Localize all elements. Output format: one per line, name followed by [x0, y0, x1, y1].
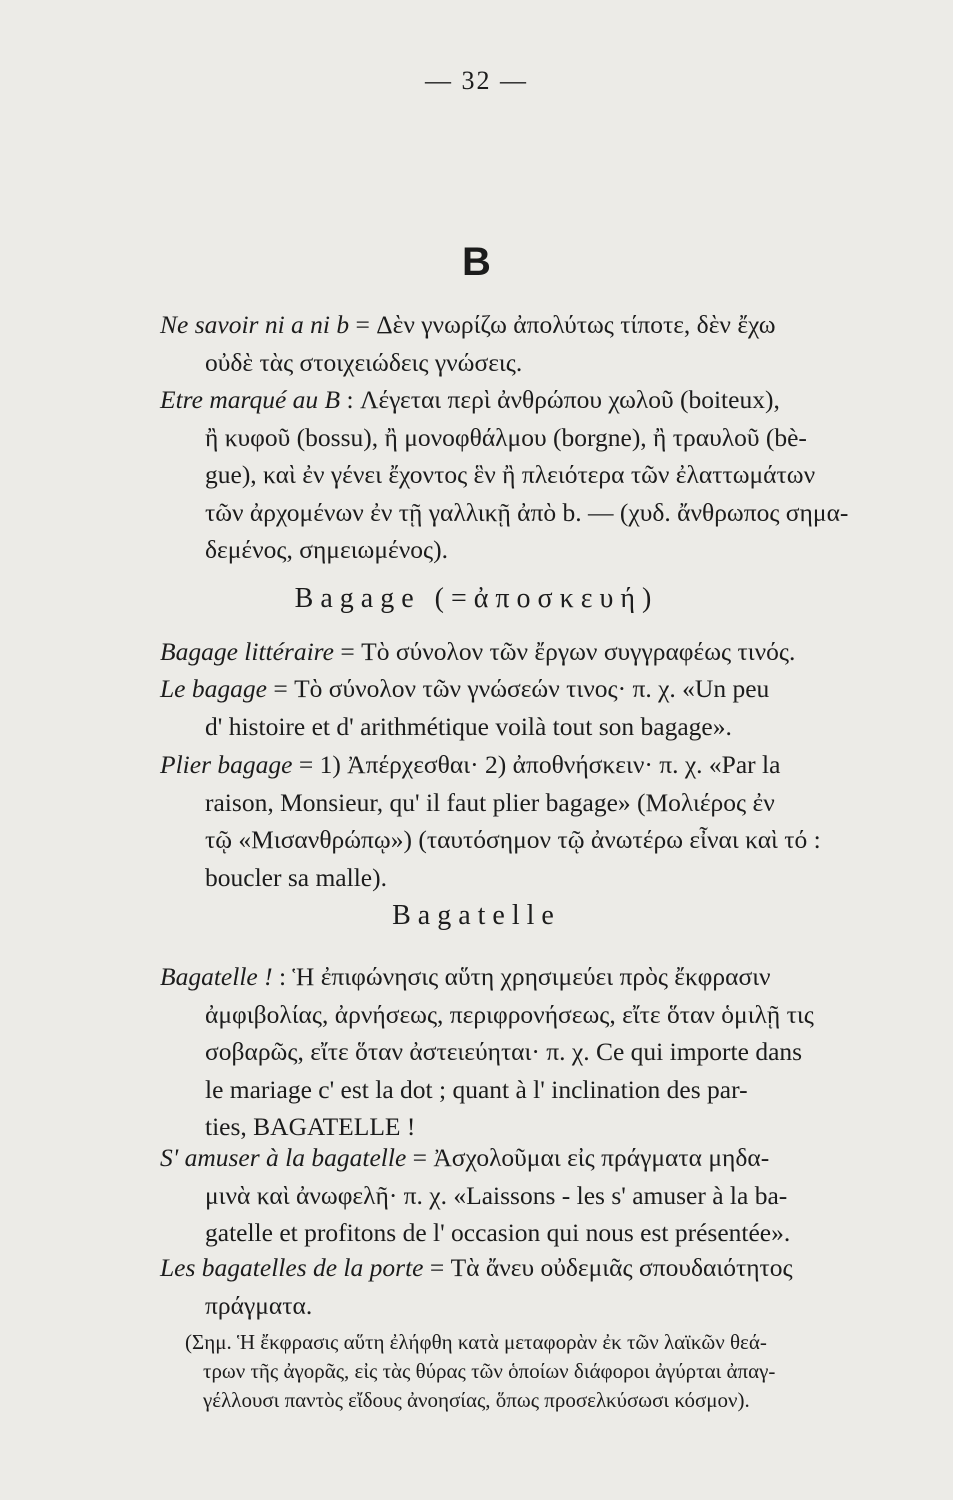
- entry-text: = Τὸ σύνολον τῶν γνώσεών τινος· π. χ. «Un peu: [273, 674, 770, 703]
- entry-text: gue), καὶ ἐν γένει ἔχοντος ἓν ἢ πλειότερα τῶν ἐλαττωμάτων: [205, 460, 816, 489]
- entry-text: boucler sa malle).: [205, 862, 387, 892]
- entry-text: = Ἀσχολοῦμαι εἰς πράγματα μηδα-: [412, 1143, 770, 1172]
- entry-text: σοβαρῶς, εἴτε ὅταν ἀστειεύηται· π. χ. Ce qui importe dans: [205, 1037, 803, 1066]
- entry-text: = 1) Ἀπέρχεσθαι· 2) ἀποθνήσκειν· π. χ. «Par la: [298, 750, 781, 779]
- entry-ne-savoir: [160, 306, 930, 381]
- entry-text: ἀμφιβολίας, ἀρνήσεως, περιφρονήσεως, εἴτε ὅταν ὁμιλῇ τις: [205, 999, 814, 1029]
- section-letter: B: [462, 240, 491, 284]
- entry-text: οὐδὲ τὰς στοιχειώδεις γνώσεις.: [205, 347, 523, 377]
- entry-text: τῶν ἀρχομένων ἐν τῇ γαλλικῇ ἀπὸ b. — (χυδ. ἄνθρωπος σημα-: [205, 497, 849, 527]
- page-number: — 32 —: [425, 66, 528, 95]
- entry-text: δεμένος, σημειωμένος).: [205, 535, 448, 564]
- entry-term: Plier bagage: [160, 750, 293, 779]
- entry-term: Bagatelle !: [160, 962, 273, 991]
- entry-text: μινὰ καὶ ἀνωφελῆ· π. χ. «Laissons - les s' amuser à la ba-: [205, 1180, 788, 1210]
- entry-text: : Ἡ ἐπιφώνησις αὕτη χρησιμεύει πρὸς ἔκφρασιν: [278, 962, 771, 991]
- entry-text: ties, BAGATELLE !: [205, 1112, 416, 1141]
- entry-bagage-litteraire: [160, 633, 930, 671]
- note-text: τρων τῆς ἀγορᾶς, εἰς τὰς θύρας τῶν ὁποίων διάφοροι ἀγύρται ἀπαγ-: [203, 1359, 776, 1383]
- entry-le-bagage: [160, 670, 930, 745]
- entry-text: raison, Monsieur, qu' il faut plier bagage» (Μολιέρος ἐν: [205, 787, 775, 817]
- note-text: γέλλουσι παντὸς εἴδους ἀνοησίας, ὅπως προσελκύσωσι κόσμον).: [203, 1388, 750, 1412]
- entry-term: Ne savoir ni a ni b: [160, 310, 350, 339]
- entry-text: : Λέγεται περὶ ἀνθρώπου χωλοῦ (boiteux),: [346, 385, 780, 414]
- entry-term: Etre marqué au B: [160, 385, 341, 414]
- entry-text: = Τὰ ἄνευ οὐδεμιᾶς σπουδαιότητος: [429, 1253, 793, 1282]
- note: [185, 1328, 935, 1415]
- note-text: (Σημ. Ἡ ἔκφρασις αὕτη ἐλήφθη κατὰ μεταφορὰν ἐκ τῶν λαϊκῶν θεά-: [185, 1330, 767, 1354]
- heading-bagage: Bagage (=ἀποσκευή): [294, 583, 659, 614]
- entry-plier-bagage: [160, 746, 930, 896]
- heading-bagatelle: Bagatelle: [392, 900, 561, 931]
- entry-bagatelles-porte: [160, 1249, 930, 1324]
- entry-text: πράγματα.: [205, 1290, 313, 1320]
- entry-term: Les bagatelles de la porte: [160, 1253, 424, 1282]
- entry-term: S' amuser à la bagatelle: [160, 1143, 407, 1172]
- entry-text: d' histoire et d' arithmétique voilà tout son bagage».: [205, 711, 732, 741]
- entry-text: le mariage c' est la dot ; quant à l' inclination des par-: [205, 1074, 748, 1104]
- entry-text: ἢ κυφοῦ (bossu), ἢ μονοφθάλμου (borgne), ἢ τραυλοῦ (bè-: [205, 422, 807, 452]
- entry-etre-marque: [160, 381, 930, 569]
- entry-term: Bagage littéraire: [160, 637, 334, 666]
- entry-text: = Δὲν γνωρίζω ἀπολύτως τίποτε, δὲν ἔχω: [355, 310, 776, 339]
- entry-term: Le bagage: [160, 674, 267, 703]
- entry-bagatelle: [160, 958, 930, 1146]
- entry-text: gatelle et profitons de l' occasion qui nous est présentée».: [205, 1218, 791, 1247]
- entry-text: τῷ «Μισανθρώπῳ») (ταυτόσημον τῷ ἀνωτέρω εἶναι καὶ τό :: [205, 825, 821, 854]
- entry-text: = Τὸ σύνολον τῶν ἔργων συγγραφέως τινός.: [340, 637, 796, 666]
- entry-s-amuser: [160, 1139, 930, 1252]
